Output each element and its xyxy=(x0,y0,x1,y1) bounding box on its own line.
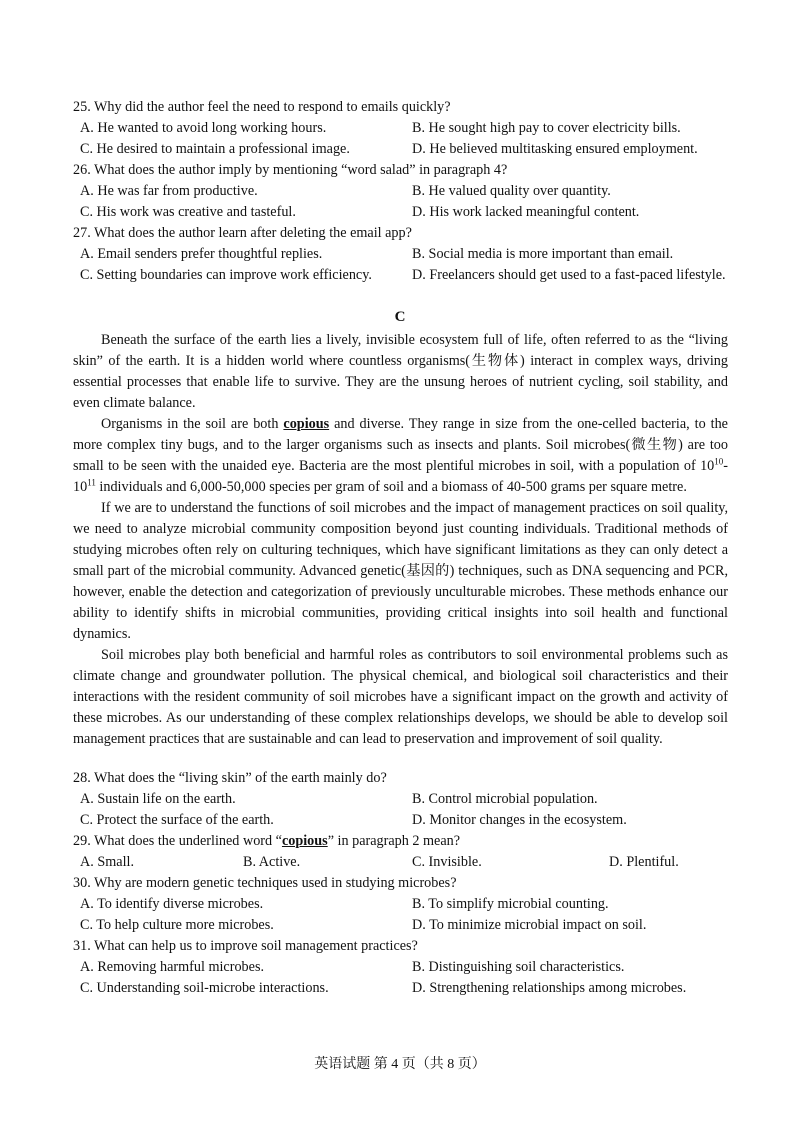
question-28-option-a: A. Sustain life on the earth. xyxy=(80,791,236,807)
question-26-option-d: D. His work lacked meaningful content. xyxy=(412,204,640,220)
underlined-word: copious xyxy=(283,416,330,432)
question-29-stem-b: ” in paragraph 2 mean? xyxy=(327,833,461,849)
question-28-stem: 28. What does the “living skin” of the earth mainly do? xyxy=(73,770,387,786)
question-26-stem: 26. What does the author imply by mentioning “word salad” in paragraph 4? xyxy=(73,162,508,178)
page-footer: 英语试题 第 4 页（共 8 页） xyxy=(314,1057,486,1072)
reading-passage xyxy=(73,330,728,750)
question-29-option-b: B. Active. xyxy=(243,854,301,870)
question-25-option-d: D. He believed multitasking ensured employment. xyxy=(412,141,698,157)
question-27-option-d: D. Freelancers should get used to a fast-paced lifestyle. xyxy=(412,267,726,283)
question-31-option-d: D. Strengthening relationships among microbes. xyxy=(412,980,687,996)
question-27-stem: 27. What does the author learn after deleting the email app? xyxy=(73,225,412,241)
paragraph-2-text-a: Organisms in the soil are both xyxy=(101,416,284,432)
question-31-option-a: A. Removing harmful microbes. xyxy=(80,959,265,975)
question-27-option-b: B. Social media is more important than email. xyxy=(412,246,674,262)
question-25-stem: 25. Why did the author feel the need to respond to emails quickly? xyxy=(73,99,451,115)
question-29-stem-a: 29. What does the underlined word “ xyxy=(73,833,282,849)
question-29-option-d: D. Plentiful. xyxy=(609,854,679,870)
question-29-underlined-word: copious xyxy=(281,833,328,849)
question-30-stem: 30. Why are modern genetic techniques used in studying microbes? xyxy=(73,875,457,891)
question-29-option-c: C. Invisible. xyxy=(412,854,482,870)
paragraph-2-text-b: and diverse. They range in size from the one-celled bacteria, to the more complex tiny bugs, and to the larger organisms such as insects and plants. Soil microbes(微生物) are too small to be seen with the unaided eye. Bacteria are the most plentiful microbes in soil, with a population of xyxy=(73,416,728,474)
question-28-option-d: D. Monitor changes in the ecosystem. xyxy=(412,812,627,828)
population-exponent-2: 11 xyxy=(87,477,96,488)
paragraph-3: If we are to understand the functions of soil microbes and the impact of management practices on soil quality, we need to analyze microbial community composition beyond just counting individuals. Traditional methods of studying microbes often rely on culturing techniques, which have significant limitations as they can only detect a small part of the microbial community. Advanced genetic(基因的) techniques, such as DNA sequencing and PCR, however, enable the detection and categorization of previously unculturable microbes. These methods enhance our ability to identify shifts in microbial communities, providing critical insights into soil health and functional dynamics. xyxy=(73,500,728,642)
question-30-option-a: A. To identify diverse microbes. xyxy=(80,896,264,912)
question-28-option-c: C. Protect the surface of the earth. xyxy=(80,812,274,828)
question-25-option-c: C. He desired to maintain a professional image. xyxy=(80,141,350,157)
question-26-option-b: B. He valued quality over quantity. xyxy=(412,183,611,199)
population-range-dash: -10 xyxy=(73,458,728,495)
question-27-option-c: C. Setting boundaries can improve work efficiency. xyxy=(80,267,372,283)
question-31-stem: 31. What can help us to improve soil management practices? xyxy=(73,938,418,954)
question-26-option-c: C. His work was creative and tasteful. xyxy=(80,204,296,220)
question-29-stem xyxy=(73,833,460,850)
paragraph-2 xyxy=(73,414,728,498)
question-30-option-d: D. To minimize microbial impact on soil. xyxy=(412,917,647,933)
paragraph-2-text-c: individuals and 6,000-50,000 species per gram of soil and a biomass of 40-500 grams per square metre. xyxy=(95,479,687,495)
paragraph-4: Soil microbes play both beneficial and harmful roles as contributors to soil environmental problems such as climate change and groundwater pollution. The physical chemical, and biological soil characteristics and their interactions with the resident community of soil microbes have a significant impact on the growth and activity of these microbes. As our understanding of these complex relationships develops, we should be able to develop soil management practices that are sustainable and can lead to preservation and improvement of soil quality. xyxy=(73,647,728,747)
question-31-option-b: B. Distinguishing soil characteristics. xyxy=(412,959,625,975)
section-heading: C xyxy=(394,309,406,325)
population-exponent-1: 10 xyxy=(714,456,724,467)
question-25-option-b: B. He sought high pay to cover electricity bills. xyxy=(412,120,681,136)
paragraph-1: Beneath the surface of the earth lies a lively, invisible ecosystem full of life, often referred to as the “living skin” of the earth. It is a hidden world where countless organisms(生物体) interact in complex ways, driving essential processes that enable life to survive. They are the unsung heroes of nutrient cycling, soil stability, and even climate balance. xyxy=(73,332,728,411)
question-30-option-b: B. To simplify microbial counting. xyxy=(412,896,609,912)
question-25-option-a: A. He wanted to avoid long working hours. xyxy=(80,120,327,136)
question-31-option-c: C. Understanding soil-microbe interactions. xyxy=(80,980,329,996)
population-base: 10 xyxy=(700,458,715,474)
question-27-option-a: A. Email senders prefer thoughtful replies. xyxy=(80,246,323,262)
question-28-option-b: B. Control microbial population. xyxy=(412,791,598,807)
question-29-option-a: A. Small. xyxy=(80,854,134,870)
question-30-option-c: C. To help culture more microbes. xyxy=(80,917,274,933)
question-26-option-a: A. He was far from productive. xyxy=(80,183,258,199)
